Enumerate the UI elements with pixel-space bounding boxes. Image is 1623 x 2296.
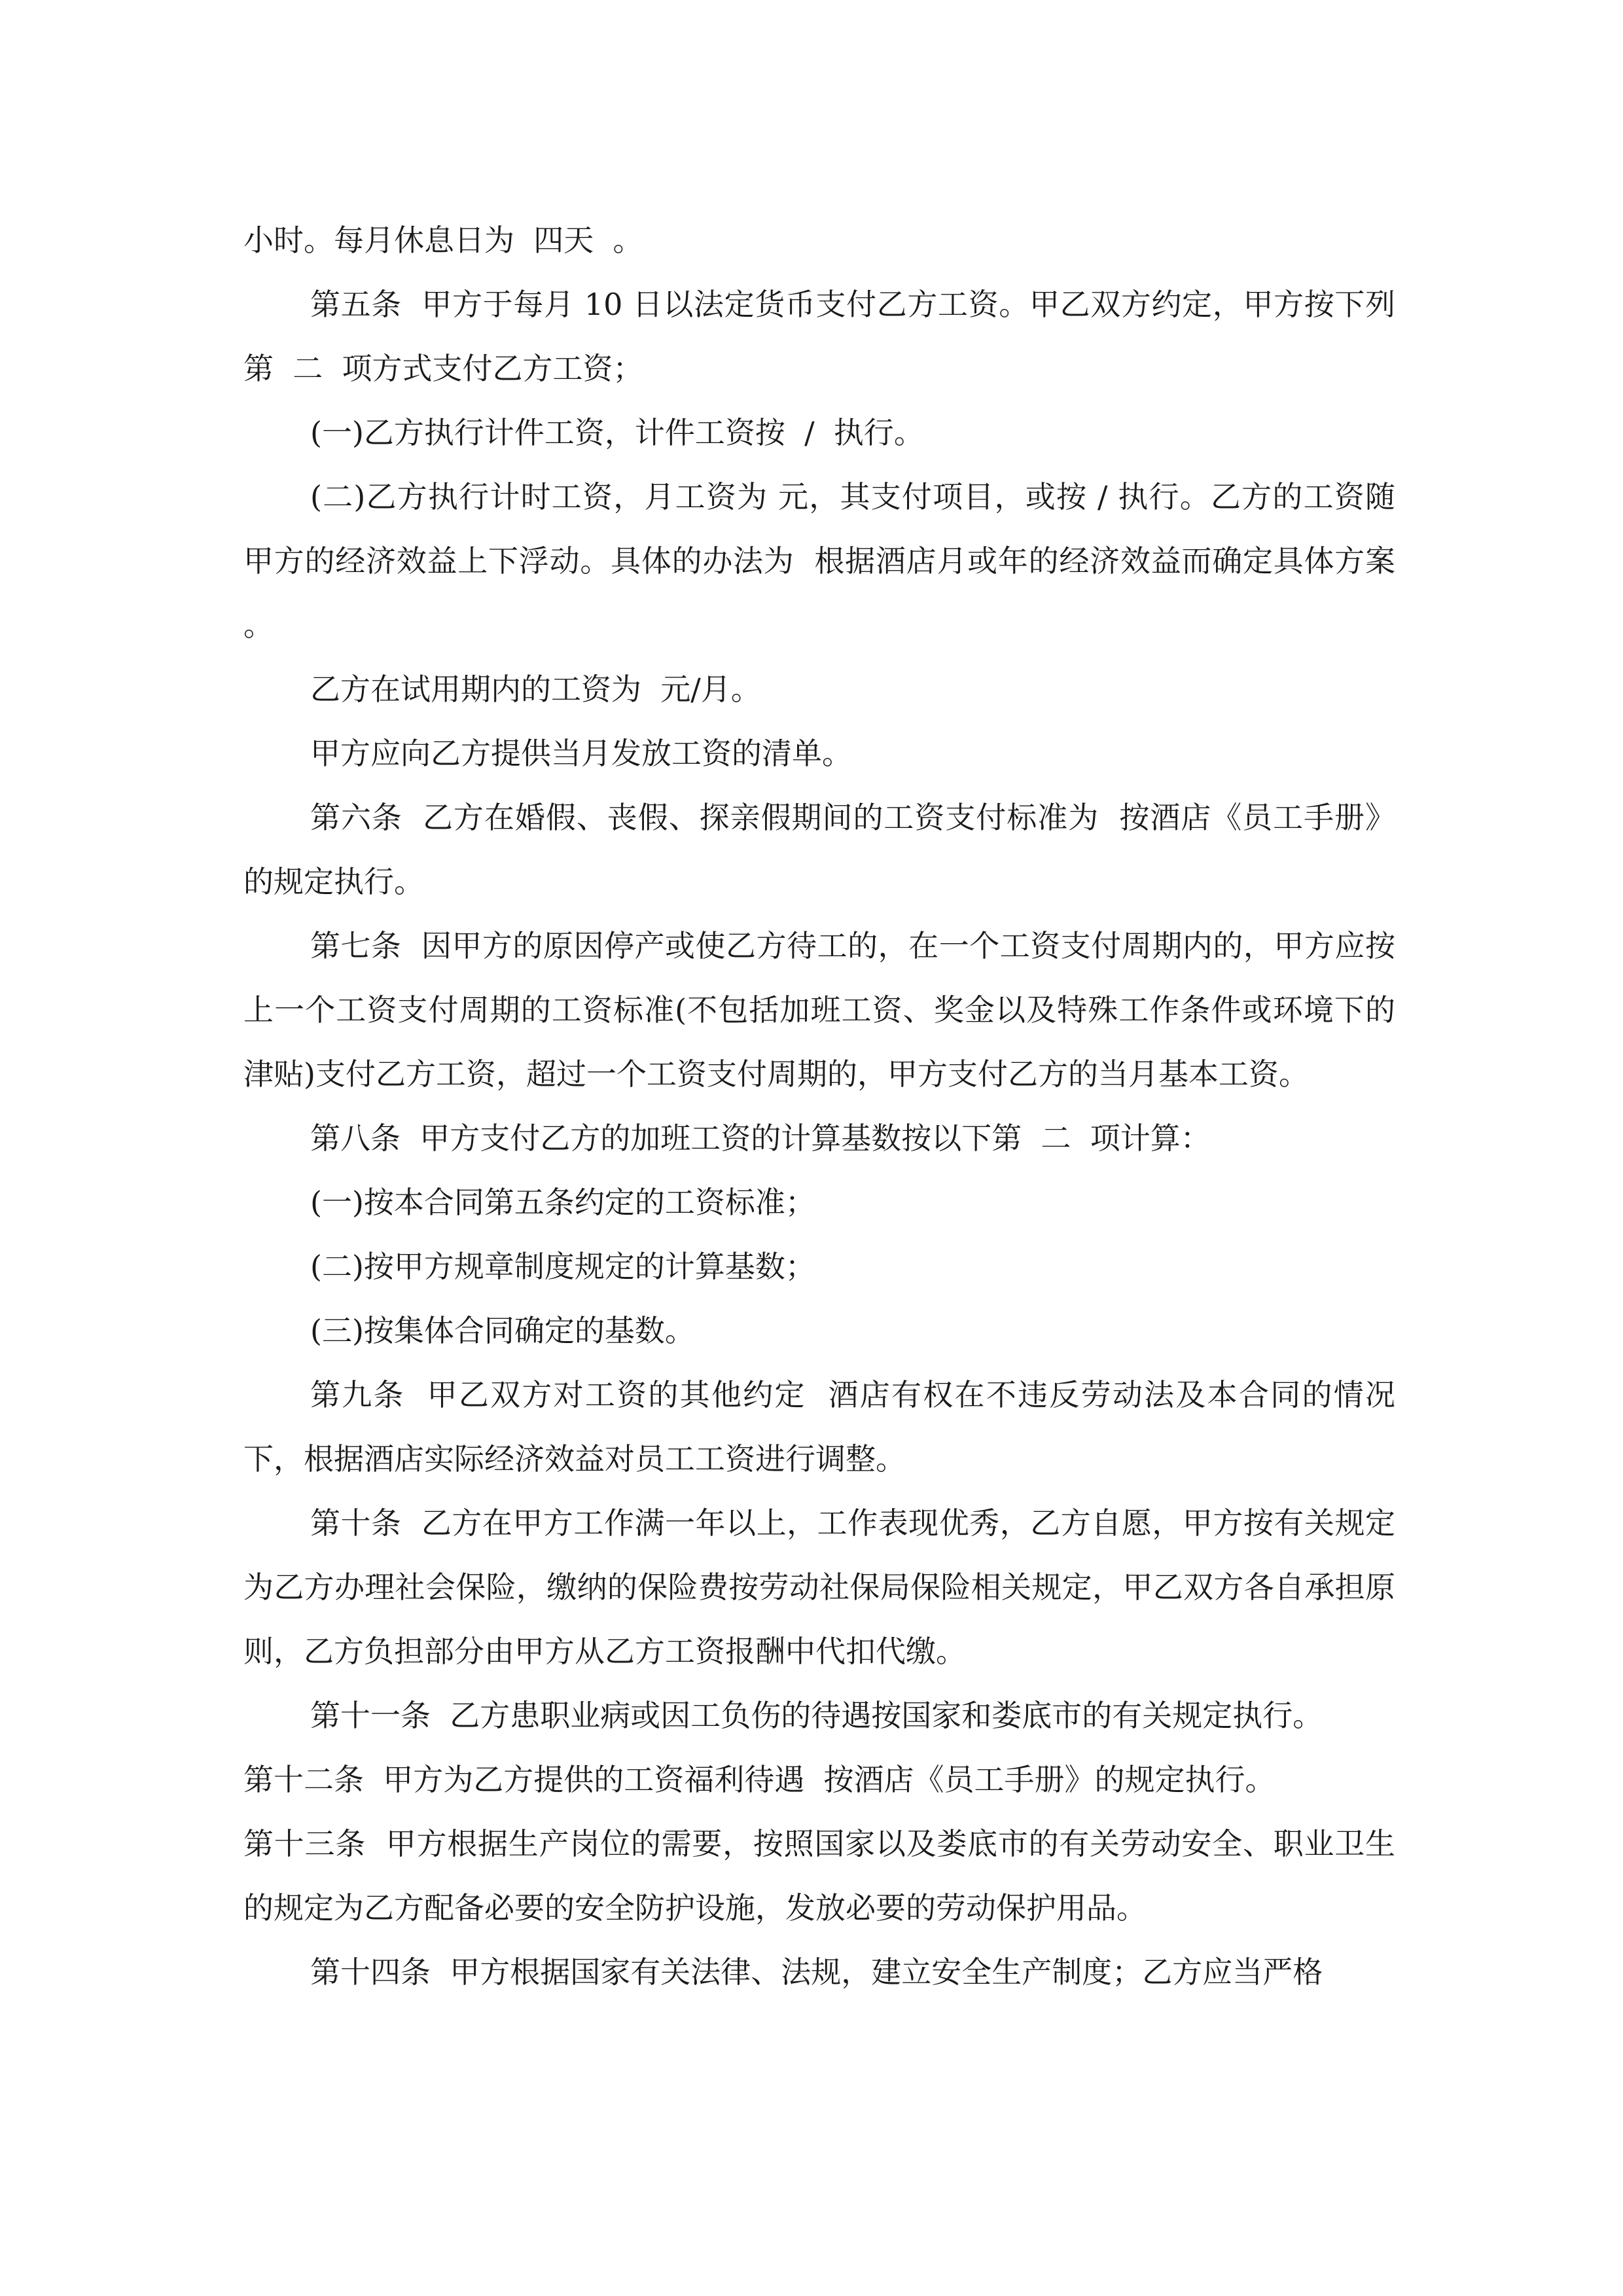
paragraph-article-13: 第十三条 甲方根据生产岗位的需要，按照国家以及娄底市的有关劳动安全、职业卫生的规定为乙方配备必要的安全防护设施，发放必要的劳动保护用品。	[243, 1826, 1395, 1926]
paragraph-rest-days: 小时。每月休息日为 四天 。	[243, 223, 643, 258]
paragraph-article-5: 第五条 甲方于每月 10 日以法定货币支付乙方工资。甲乙双方约定，甲方按下列第 二 项方式支付乙方工资；	[243, 287, 1395, 386]
paragraph-article-7: 第七条 因甲方的原因停产或使乙方待工的，在一个工资支付周期内的，甲方应按上一个工资支付周期的工资标准(不包括加班工资、奖金以及特殊工作条件或环境下的津贴)支付乙方工资，超过一个工资支付周期的，甲方支付乙方的当月基本工资。	[243, 928, 1395, 1092]
paragraph-probation-wage: 乙方在试用期内的工资为 元/月。	[310, 672, 761, 707]
document-body	[243, 208, 1415, 2004]
paragraph-article-14: 第十四条 甲方根据国家有关法律、法规，建立安全生产制度；乙方应当严格	[310, 1954, 1323, 1990]
paragraph-article-5-item-1: (一)乙方执行计件工资，计件工资按 / 执行。	[310, 415, 924, 450]
paragraph-wage-list: 甲方应向乙方提供当月发放工资的清单。	[310, 736, 852, 771]
paragraph-article-8-item-1: (一)按本合同第五条约定的工资标准；	[310, 1185, 815, 1220]
paragraph-article-10: 第十条 乙方在甲方工作满一年以上，工作表现优秀，乙方自愿，甲方按有关规定为乙方办理社会保险，缴纳的保险费按劳动社保局保险相关规定，甲乙双方各自承担原则，乙方负担部分由甲方从乙方工资报酬中代扣代缴。	[243, 1505, 1395, 1669]
paragraph-article-11: 第十一条 乙方患职业病或因工负伤的待遇按国家和娄底市的有关规定执行。	[310, 1698, 1323, 1733]
paragraph-article-8-item-3: (三)按集体合同确定的基数。	[310, 1313, 695, 1348]
paragraph-article-8: 第八条 甲方支付乙方的加班工资的计算基数按以下第 二 项计算：	[310, 1121, 1211, 1156]
paragraph-article-6: 第六条 乙方在婚假、丧假、探亲假期间的工资支付标准为 按酒店《员工手册》的规定执行。	[243, 800, 1395, 899]
paragraph-article-5-item-2: (二)乙方执行计时工资，月工资为 元，其支付项目，或按 / 执行。乙方的工资随甲方的经济效益上下浮动。具体的办法为 根据酒店月或年的经济效益而确定具体方案 。	[243, 479, 1415, 643]
paragraph-article-12: 第十二条 甲方为乙方提供的工资福利待遇 按酒店《员工手册》的规定执行。	[243, 1762, 1275, 1797]
paragraph-article-9: 第九条 甲乙双方对工资的其他约定 酒店有权在不违反劳动法及本合同的情况下，根据酒店实际经济效益对员工工资进行调整。	[243, 1377, 1395, 1477]
paragraph-article-8-item-2: (二)按甲方规章制度规定的计算基数；	[310, 1249, 815, 1284]
